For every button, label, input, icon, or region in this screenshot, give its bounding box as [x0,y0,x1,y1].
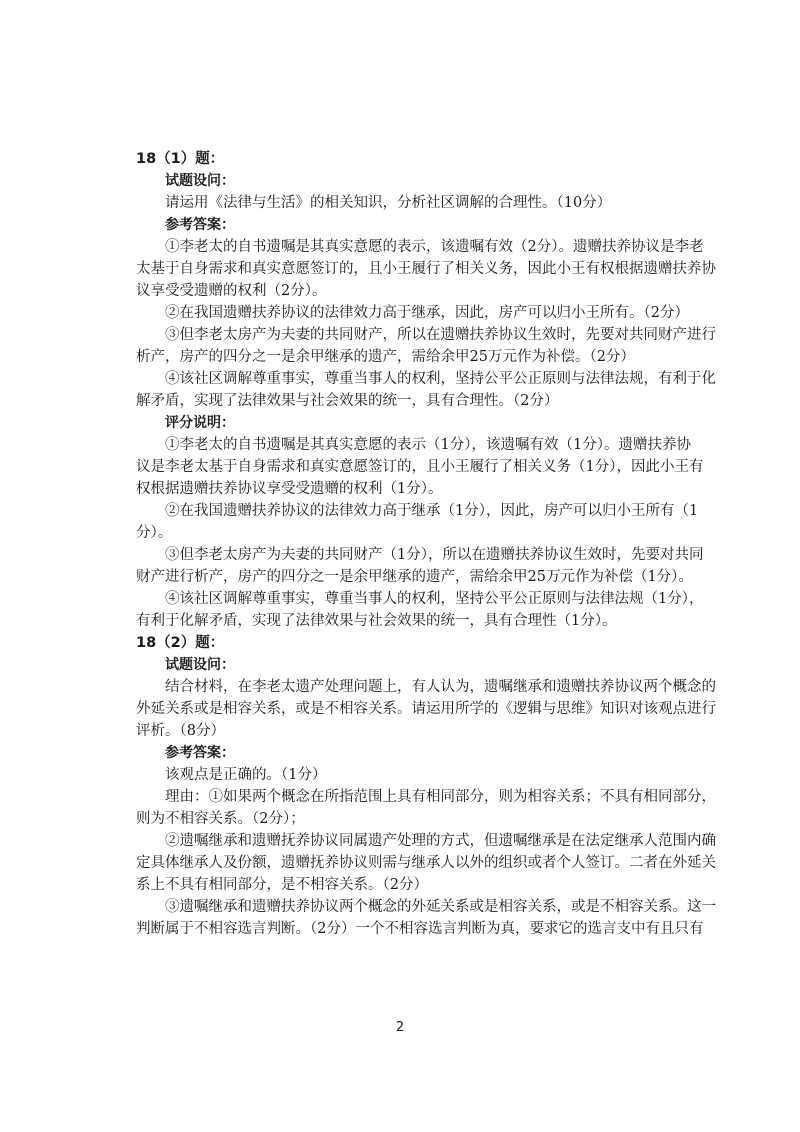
q1-prompt-label: 试题设问： [165,173,235,189]
q1-answer-line: 议享受受遗赠的权利（2分）。 [136,283,327,299]
q2-answer-line: 系上不具有相同部分，是不相容关系。（2分） [136,877,428,893]
q2-answer-line: 判断属于不相容选言判断。（2分）一个不相容选言判断为真，要求它的选言支中有且只有 [136,921,704,937]
q2-answer-line: ②遗嘱继承和遗赠抚养协议同属遗产处理的方式，但遗嘱继承是在法定继承人范围内确 [165,833,716,849]
q1-answer-line: ②在我国遗赠扶养协议的法律效力高于继承，因此，房产可以归小王所有。（2分） [165,305,689,321]
q1-answer-line: 太基于自身需求和真实意愿签订的，且小王履行了相关义务，因此小王有权根据遗赠扶养协 [136,261,716,277]
q2-prompt-label: 试题设问： [165,657,235,673]
q1-prompt: 请运用《法律与生活》的相关知识，分析社区调解的合理性。（10分） [165,195,612,211]
q1-grading-line: 有利于化解矛盾，实现了法律效果与社会效果的统一，具有合理性（1分）。 [136,613,617,629]
q2-answer-line: 该观点是正确的。（1分） [165,767,327,783]
q2-prompt-line: 外延关系或是相容关系，或是不相容关系。请运用所学的《逻辑与思维》知识对该观点进行 [136,701,716,717]
q1-grading-line: 财产进行析产，房产的四分之一是余甲继承的遗产，需给余甲25万元作为补偿（1分）。 [136,569,693,585]
q1-grading-line: ④该社区调解尊重事实，尊重当事人的权利，坚持公平公正原则与法律法规（1分）， [165,591,704,607]
q2-answer-line: 定具体继承人及份额，遗赠抚养协议则需与继承人以外的组织或者个人签订。二者在外延关 [136,855,716,871]
q2-prompt-block [136,676,716,742]
q2-title: 18（2）题： [136,635,225,651]
q1-answer-line: ③但李老太房产为夫妻的共同财产，所以在遗赠扶养协议生效时，先要对共同财产进行 [165,327,716,343]
q1-grading-line: 议是李老太基于自身需求和真实意愿签订的，且小王履行了相关义务（1分），因此小王有 [136,459,704,475]
q1-grading-line: 权根据遗赠扶养协议享受受遗赠的权利（1分）。 [136,481,443,497]
q1-answer-line: ①李老太的自书遗嘱是其真实意愿的表示，该遗嘱有效（2分）。遗赠扶养协议是李老 [165,239,704,255]
q1-answer-line: ④该社区调解尊重事实，尊重当事人的权利，坚持公平公正原则与法律法规，有利于化 [165,371,716,387]
page-number: 2 [395,1020,405,1035]
q1-answer-label: 参考答案： [165,217,235,233]
q1-answer-block [136,236,716,412]
q2-answer-line: ③遗嘱继承和遗赠扶养协议两个概念的外延关系或是相容关系，或是不相容关系。这一 [165,899,716,915]
q2-answer-line: 理由：①如果两个概念在所指范围上具有相同部分，则为相容关系；不具有相同部分， [165,789,716,805]
q1-answer-line: 解矛盾，实现了法律效果与社会效果的统一，具有合理性。（2分） [136,393,559,409]
q1-grading-line: ②在我国遗赠扶养协议的法律效力高于继承（1分），因此，房产可以归小王所有（1 [165,503,699,519]
q1-grading-block [136,434,704,632]
q1-grading-label: 评分说明： [165,415,235,431]
q1-answer-line: 析产，房产的四分之一是余甲继承的遗产，需给余甲25万元作为补偿。（2分） [136,349,635,365]
q1-title: 18（1）题： [136,151,225,167]
q2-answer-line: 则为不相容关系。（2分）； [136,811,305,827]
q1-grading-line: ③但李老太房产为夫妻的共同财产（1分），所以在遗赠扶养协议生效时，先要对共同 [165,547,704,563]
q1-grading-line: ①李老太的自书遗嘱是其真实意愿的表示（1分），该遗嘱有效（1分）。遗赠扶养协 [165,437,691,453]
document-content [136,148,716,940]
q2-prompt-line: 评析。（8分） [136,723,225,739]
q2-prompt-line: 结合材料，在李老太遗产处理问题上，有人认为，遗嘱继承和遗赠扶养协议两个概念的 [165,679,716,695]
q1-grading-line: 分）。 [136,525,173,541]
q2-answer-block [136,764,716,940]
q2-answer-label: 参考答案： [165,745,235,761]
